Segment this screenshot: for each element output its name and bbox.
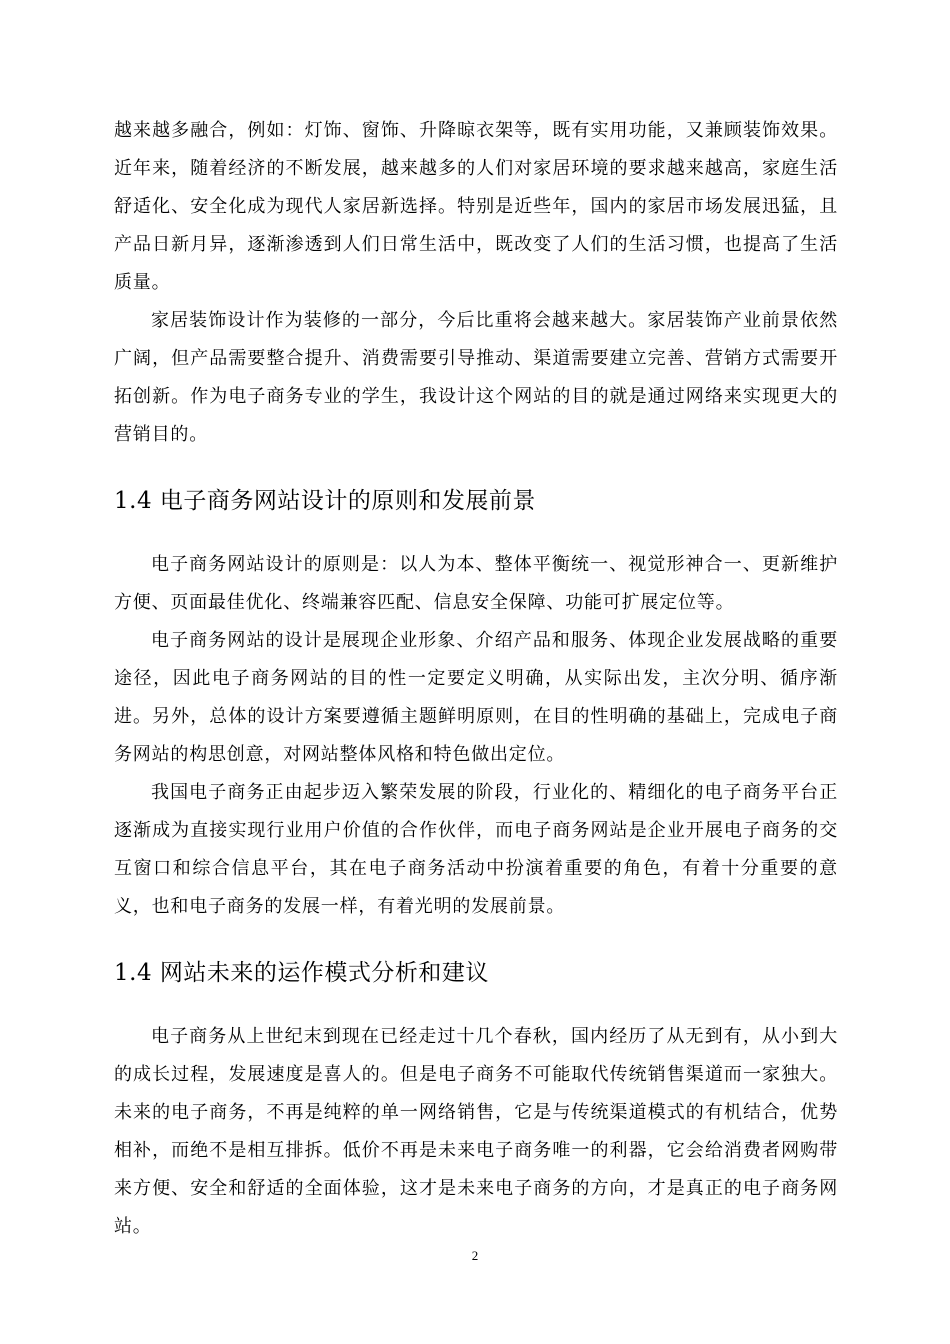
section-heading-principles: 1.4 电子商务网站设计的原则和发展前景 <box>114 488 536 514</box>
principles-paragraph-1: 电子商务网站设计的原则是：以人为本、整体平衡统一、视觉形神合一、更新维护方便、页面最佳优化、终端兼容匹配、信息安全保障、功能可扩展定位等。 <box>114 554 838 613</box>
principles-paragraph-2: 电子商务网站的设计是展现企业形象、介绍产品和服务、体现企业发展战略的重要途径，因此电子商务网站的目的性一定要定义明确，从实际出发，主次分明、循序渐进。另外，总体的设计方案要遵循主题鲜明原则，在目的性明确的基础上，完成电子商务网站的构思创意，对网站整体风格和特色做出定位。 <box>114 630 838 765</box>
section-heading-future-model: 1.4 网站未来的运作模式分析和建议 <box>114 960 489 986</box>
page-number: 2 <box>471 1248 479 1263</box>
page-body <box>114 112 838 1246</box>
future-model-paragraph-1: 电子商务从上世纪末到现在已经走过十几个春秋，国内经历了从无到有，从小到大的成长过程，发展速度是喜人的。但是电子商务不可能取代传统销售渠道而一家独大。未来的电子商务，不再是纯粹的单一网络销售，它是与传统渠道模式的有机结合，优势相补，而绝不是相互排拆。低价不再是未来电子商务唯一的利器，它会给消费者网购带来方便、安全和舒适的全面体验，这才是未来电子商务的方向，才是真正的电子商务网站。 <box>114 1026 838 1237</box>
intro-paragraph-2: 家居装饰设计作为装修的一部分，今后比重将会越来越大。家居装饰产业前景依然广阔，但产品需要整合提升、消费需要引导推动、渠道需要建立完善、营销方式需要开拓创新。作为电子商务专业的学生，我设计这个网站的目的就是通过网络来实现更大的营销目的。 <box>114 310 838 445</box>
principles-paragraph-3: 我国电子商务正由起步迈入繁荣发展的阶段，行业化的、精细化的电子商务平台正逐渐成为直接实现行业用户价值的合作伙伴，而电子商务网站是企业开展电子商务的交互窗口和综合信息平台，其在电子商务活动中扮演着重要的角色，有着十分重要的意义，也和电子商务的发展一样，有着光明的发展前景。 <box>114 782 838 917</box>
intro-paragraph-1: 越来越多融合，例如：灯饰、窗饰、升降晾衣架等，既有实用功能，又兼顾装饰效果。近年来，随着经济的不断发展，越来越多的人们对家居环境的要求越来越高，家庭生活舒适化、安全化成为现代人家居新选择。特别是近些年，国内的家居市场发展迅猛，且产品日新月异，逐渐渗透到人们日常生活中，既改变了人们的生活习惯，也提高了生活质量。 <box>114 120 838 293</box>
